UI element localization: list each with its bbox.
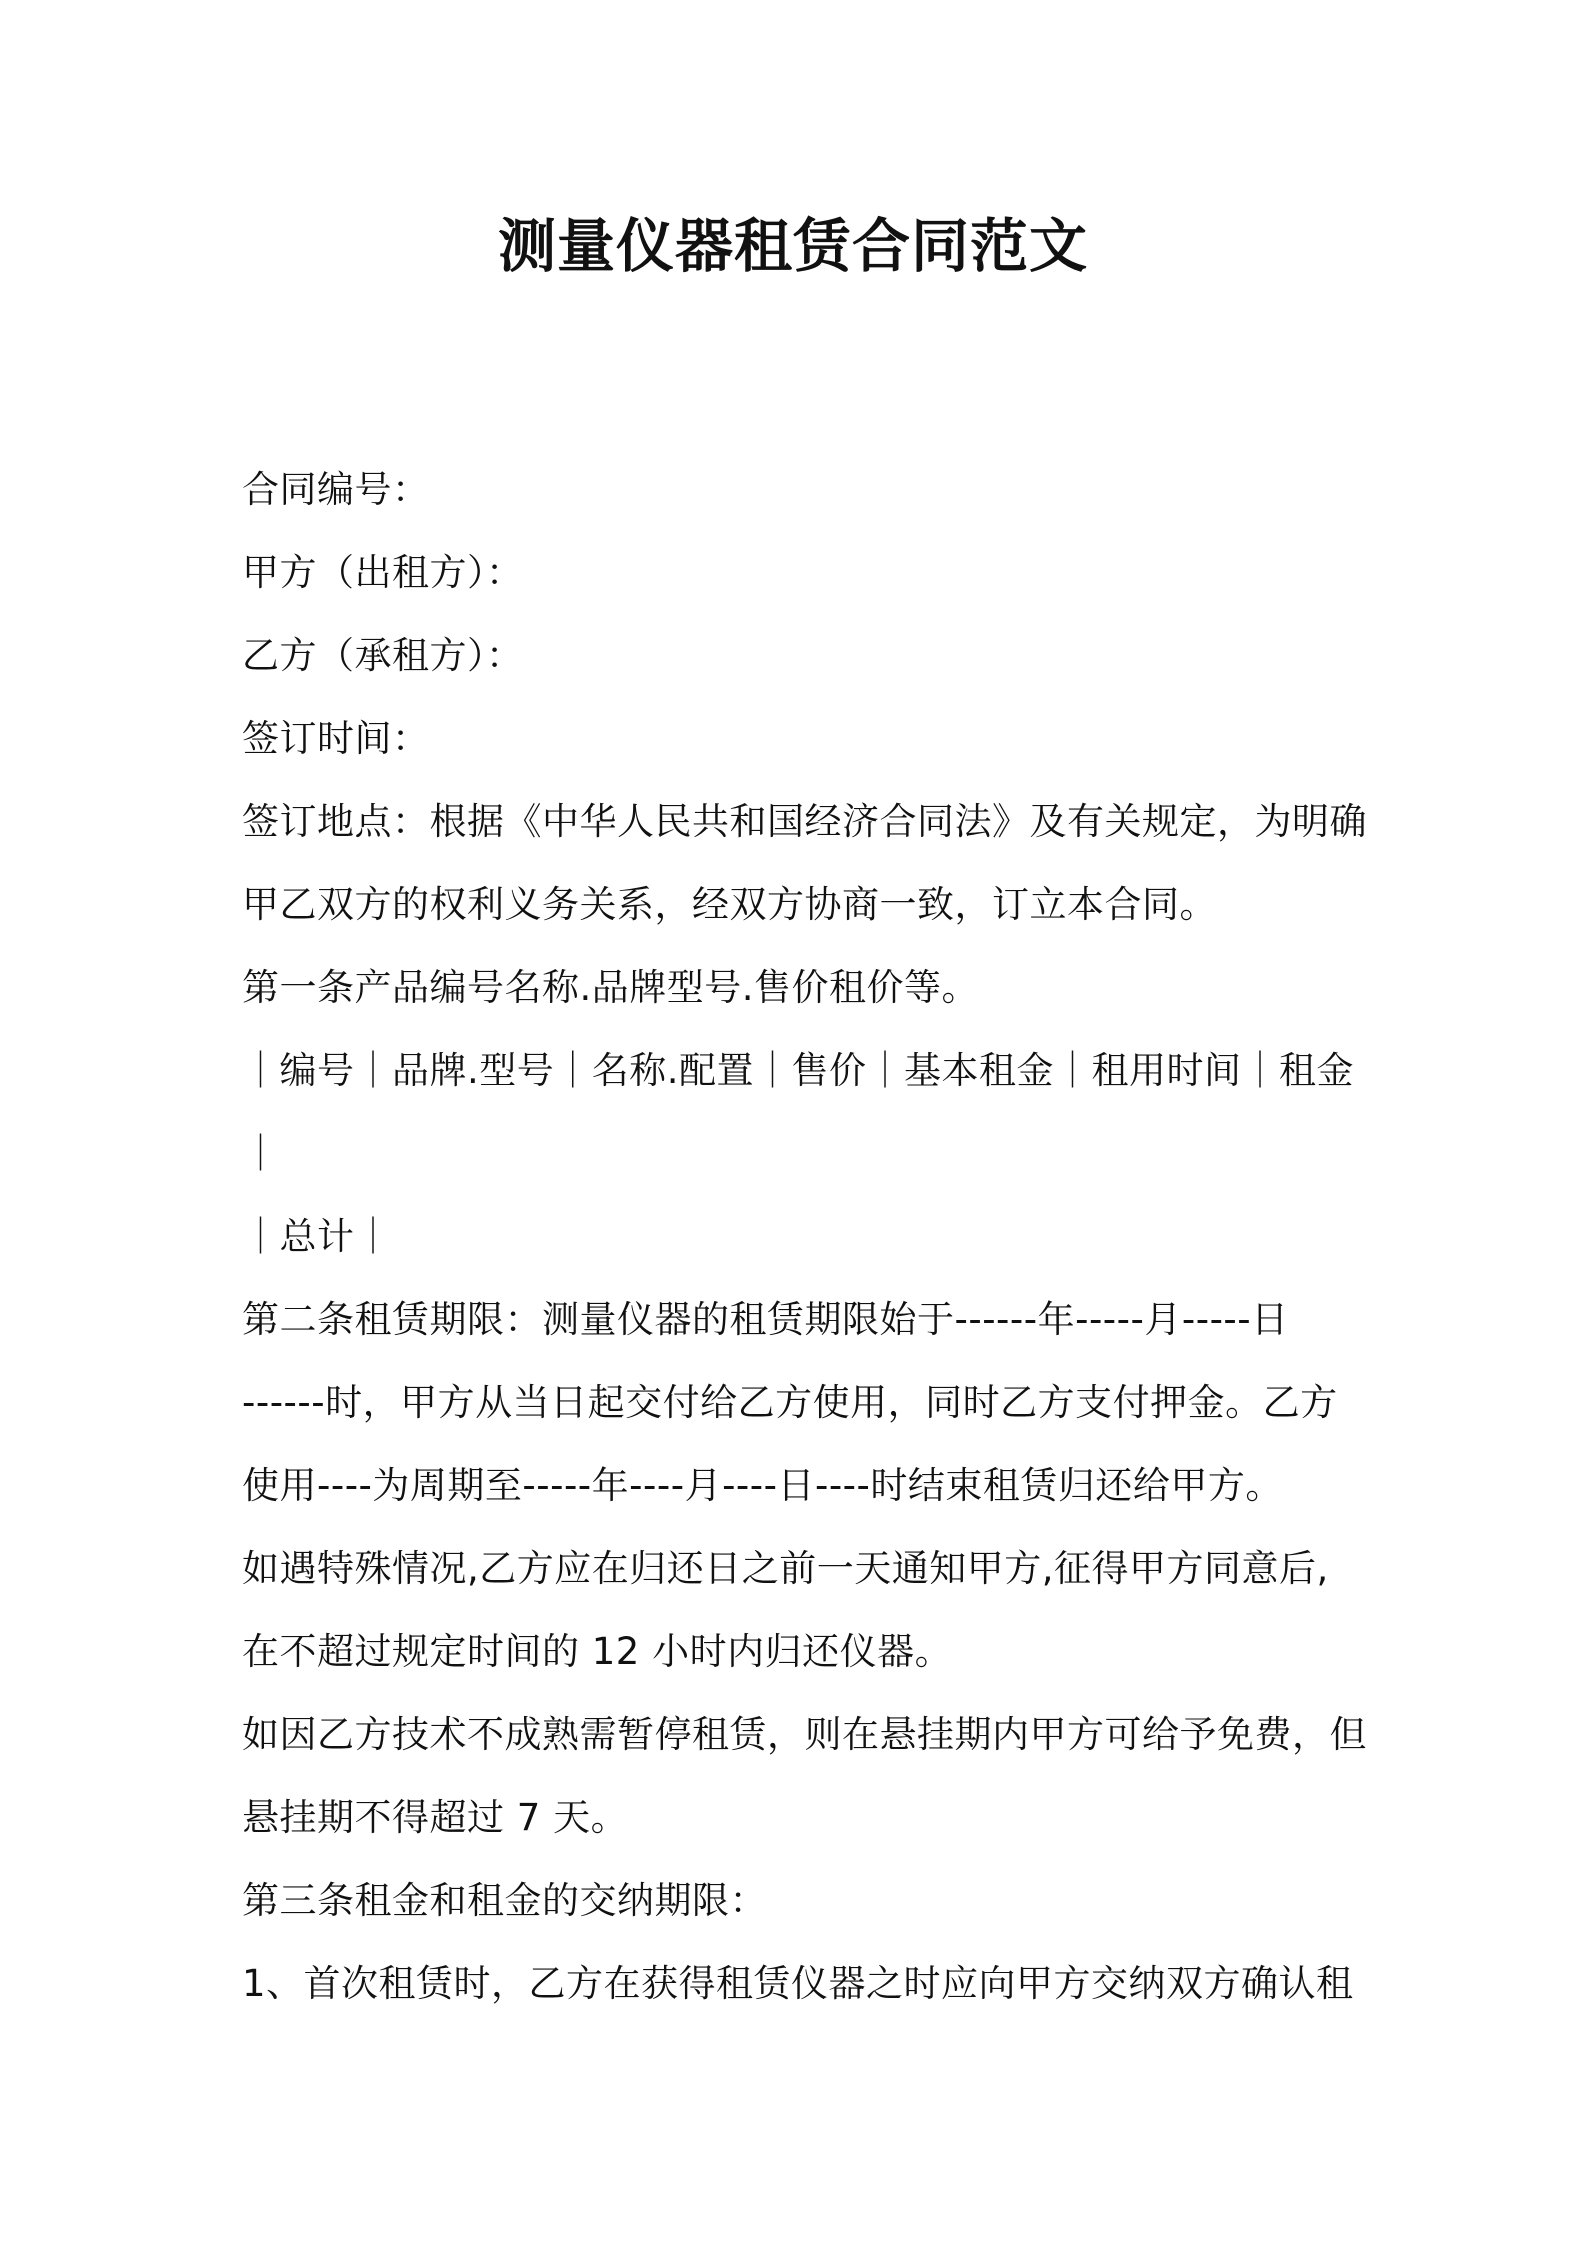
- table-total-line: ｜总计｜: [242, 1215, 392, 1258]
- document-title: 测量仪器租赁合同范文: [497, 212, 1088, 280]
- table-header-line: ｜编号｜品牌.型号｜名称.配置｜售价｜基本租金｜租用时间｜租金: [242, 1049, 1355, 1092]
- party-a-line: 甲方（出租方）：: [242, 551, 524, 594]
- paragraph-line: 使用----为周期至-----年----月----日----时结束租赁归还给甲方。: [242, 1464, 1283, 1507]
- article-2-line: 第二条租赁期限：测量仪器的租赁期限始于------年-----月-----日: [242, 1298, 1289, 1341]
- table-header-line-end: ｜: [242, 1132, 280, 1175]
- paragraph-line: ------时，甲方从当日起交付给乙方使用，同时乙方支付押金。乙方: [242, 1381, 1338, 1424]
- paragraph-line: 甲乙双方的权利义务关系，经双方协商一致，订立本合同。: [242, 883, 1217, 926]
- article-3-heading: 第三条租金和租金的交纳期限：: [242, 1879, 767, 1922]
- signing-time-line: 签订时间：: [242, 717, 430, 760]
- paragraph-line: 悬挂期不得超过 7 天。: [242, 1796, 629, 1839]
- paragraph-line: 1、首次租赁时，乙方在获得租赁仪器之时应向甲方交纳双方确认租: [242, 1962, 1354, 2005]
- signing-place-line: 签订地点：根据《中华人民共和国经济合同法》及有关规定，为明确: [242, 800, 1367, 843]
- paragraph-line: 如遇特殊情况,乙方应在归还日之前一天通知甲方,征得甲方同意后,: [242, 1547, 1329, 1590]
- party-b-line: 乙方（承租方）：: [242, 634, 524, 677]
- contract-number-line: 合同编号：: [242, 468, 430, 511]
- paragraph-line: 如因乙方技术不成熟需暂停租赁，则在悬挂期内甲方可给予免费，但: [242, 1713, 1367, 1756]
- article-1-heading: 第一条产品编号名称.品牌型号.售价租价等。: [242, 966, 980, 1009]
- paragraph-line: 在不超过规定时间的 12 小时内归还仪器。: [242, 1630, 953, 1673]
- document-body: [242, 448, 1367, 2025]
